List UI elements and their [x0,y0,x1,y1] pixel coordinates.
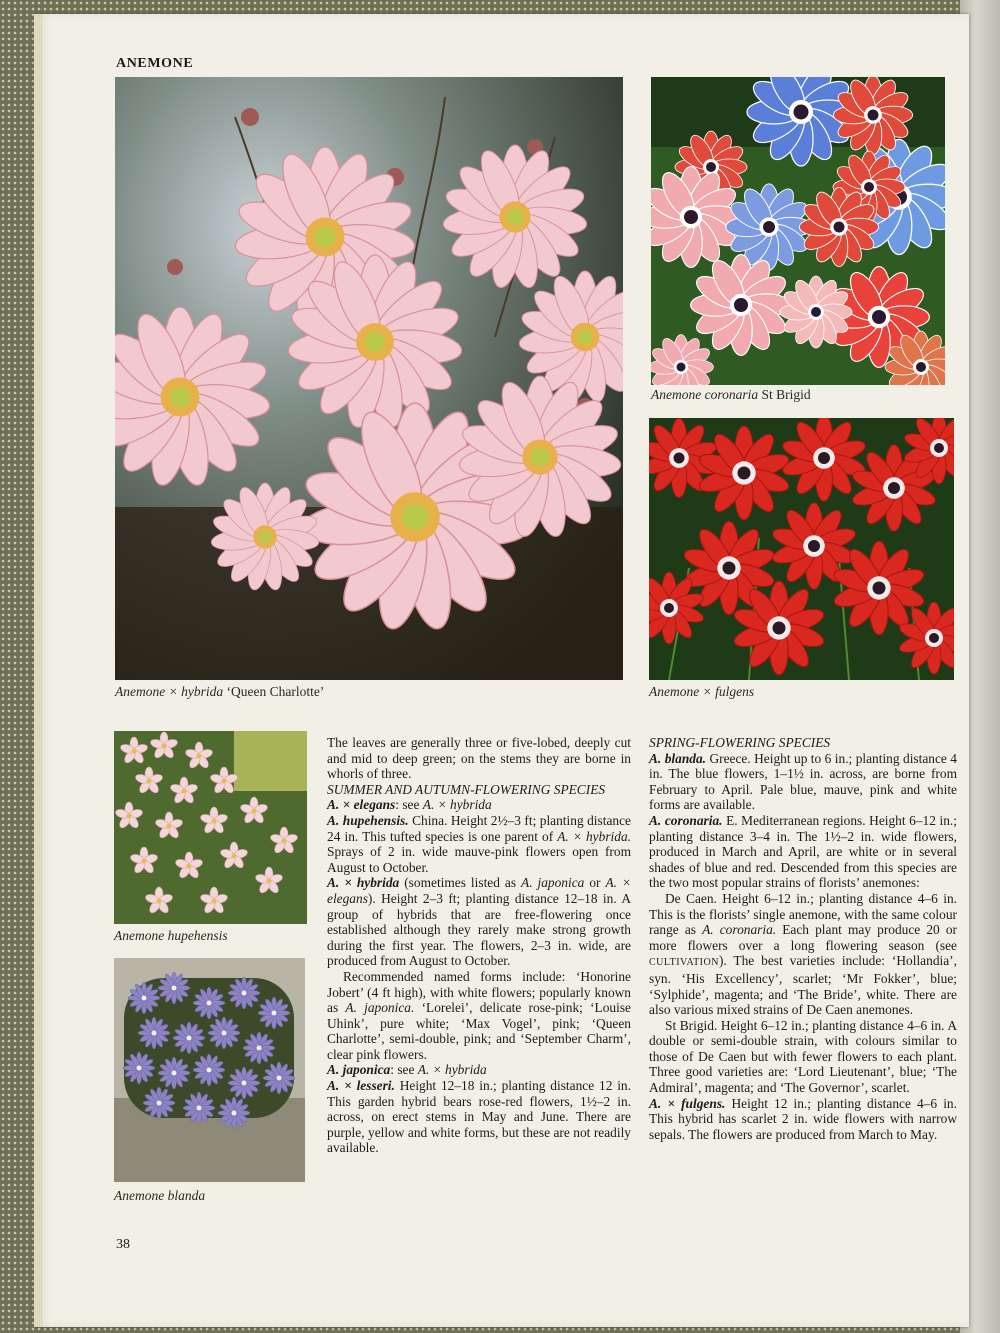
photo-queen-charlotte-art [115,77,623,680]
photo-hupehensis [114,731,307,924]
entry-blanda: A. blanda. Greece. Height up to 6 in.; planting distance 4 in. The blue flowers, 1–1½ in. across, are borne from February to April. Pale blue, mauve, pink and white forms are available. [649,750,957,813]
caption-fulgens: Anemone × fulgens [649,684,755,699]
photo-fulgens [649,418,954,680]
caption-queen-charlotte: Anemone × hybrida ‘Queen Charlotte’ [115,684,325,699]
photo-st-brigid [651,77,945,385]
photo-st-brigid-art [651,77,945,385]
right-text-column [649,735,957,1142]
section-heading-summer-autumn: SUMMER AND AUTUMN-FLOWERING SPECIES [327,781,606,797]
entry-japonica: A. japonica: see A. × hybrida [327,1062,487,1078]
intro-paragraph: The leaves are generally three or five-lobed, deeply cut and mid to deep green; on the stems they are borne in whorls of three. [327,735,631,782]
caption-blanda: Anemone blanda [114,1188,206,1203]
entry-hybrida: A. × hybrida (sometimes listed as A. japonica or A. × elegans). Height 2–3 ft; planting distance 12–18 in. A group of hybrids that are free-flowering once established although they rarely make strong growth during the first year. The flowers, 2–3 in. wide, are produced from August to October. [327,875,631,969]
section-heading-spring: SPRING-FLOWERING SPECIES [649,735,831,750]
entry-hupehensis: A. hupehensis. China. Height 2½–3 ft; planting distance 24 in. This tufted species is one parent of A. × hybrida. Sprays of 2 in. wide mauve-pink flowers open from August to October. [327,812,631,875]
caption-st-brigid: Anemone coronaria St Brigid [651,387,811,402]
photo-queen-charlotte [115,77,623,680]
entry-elegans: A. × elegans: see A. × hybrida [327,797,492,813]
page-header: ANEMONE [116,56,194,71]
entry-lesseri: A. × lesseri. Height 12–18 in.; planting distance 12 in. This garden hybrid bears rose-red flowers, 1½–2 in. across, on erect stems in May and June. There are purple, yellow and white forms, but these are not readily available. [327,1078,631,1156]
photo-blanda-art [114,958,305,1182]
page-stack-edge [34,14,42,1327]
photo-fulgens-art [649,418,954,680]
entry-fulgens: A. × fulgens. Height 12 in.; planting distance 4–6 in. This hybrid has scarlet 2 in. wide flowers with narrow sepals. The flowers are produced from March to May. [649,1095,957,1142]
entry-st-brigid: St Brigid. Height 6–12 in.; planting distance 4–6 in. A double or semi-double strain, with colours similar to those of De Caen but with fewer flowers to each plant. Three good varieties are: ‘Lord Lieutenant’, blue; ‘The Admiral’, magenta; and ‘The Governor’, scarlet. [649,1017,957,1096]
photo-hupehensis-art [114,731,307,924]
entry-de-caen: De Caen. Height 6–12 in.; planting distance 4–6 in. This is the florists’ single anemone, with the same colour range as A. coronaria. Each plant may produce 20 or more flowers over a long flowering season (see CULTIVATION). The best varieties include: ‘Hollandia’, syn. ‘His Excellency’, scarlet; ‘Mr Fokker’, blue; ‘Sylphide’, magenta; and ‘The Bride’, white. There are also various mixed strains of De Caen anemones. [649,890,957,1018]
page-number: 38 [116,1237,130,1252]
recommended-forms-paragraph: Recommended named forms include: ‘Honorine Jobert’ (4 ft high), with white flowers; popularly known as A. japonica. ‘Lorelei’, delicate rose-pink; ‘Louise Uhink’, pure white; ‘Max Vogel’, pink; ‘Queen Charlotte’, semi-double, pink; and ‘September Charm’, clear pink flowers. [327,968,631,1062]
middle-text-column [327,735,631,1156]
photo-blanda [114,958,305,1182]
caption-hupehensis: Anemone hupehensis [114,928,228,943]
entry-coronaria: A. coronaria. E. Mediterranean regions. Height 6–12 in.; planting distance 3–4 in. The 1½–2 in. wide flowers, produced in March and April, are white or in several shades of blue and red. Descended from this species are the two most popular strains of florists’ anemones: [649,812,957,891]
